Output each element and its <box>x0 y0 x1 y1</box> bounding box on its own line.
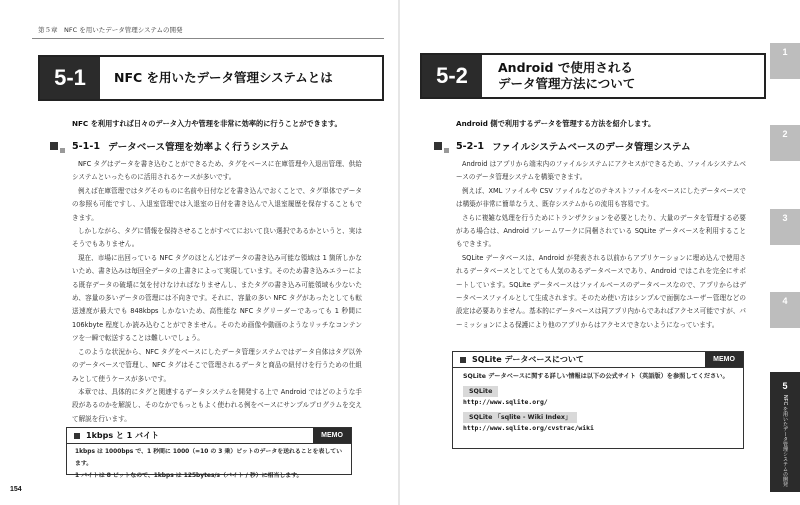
memo-link-label: SQLite <box>463 386 498 398</box>
memo-intro: SQLite データベースに関する詳しい情報は以下の公式サイト（英語版）を参照してください。 <box>463 373 729 380</box>
heading-square-icon <box>434 142 442 150</box>
subsection-heading <box>434 139 691 153</box>
paragraph: 例えば、XML ファイルや CSV ファイルなどのテキストファイルをベースにしたデータベースでは構築が非常に簡単なうえ、既存システムからの流用も容易です。 <box>456 186 746 209</box>
section-title: NFC を用いたデータ管理システムとは <box>114 70 333 86</box>
subsection-title: ファイルシステムベースのデータ管理システム <box>492 142 691 153</box>
running-head: 第５章 NFC を用いたデータ管理システムの開発 <box>38 26 183 34</box>
paragraph: 例えば在庫管理ではタグそのものに名前や日付などを書き込んでおくことで、タグ単体でデータの参照も可能ですし、入退室管理では入退室の日付を書き込んで入退室履歴を保存することもできます。 <box>72 186 362 222</box>
subsection-number: 5-1-1 <box>72 140 100 152</box>
chapter-tab-3[interactable]: 3 <box>770 209 800 245</box>
paragraph: 現在、市場に出回っている NFC タグのほとんどはデータの書き込み可能な領域は 1 箇所しかないため、書き込みは毎回全データの上書きによって実現しています。そのため書き込みエラーによる既存データの破壊に気を付けなければなりませんし、またタグの書き込み可能領域も少ないため、容量の多いデータの管理には不向きです。それに、容量の多い NFC タグがあったとしても転送速度が最大でも 848kbps しかないため、高性能な NFC タグリーダーであっても 1 秒間に 106kbyte 程度しか読み込むことができません。そのため画像や動画のようなリッチなコンテンツを一瞬で転送することは難しいでしょう。 <box>72 253 362 343</box>
section-title-line: データ管理方法について <box>498 76 636 91</box>
paragraph: さらに複雑な処理を行うためにトランザクションを必要としたり、大量のデータを管理する必要がある場合は、Android フレームワークに同梱されている SQLite データベースを利用することもできます。 <box>456 213 746 249</box>
chapter-tab-5-active[interactable] <box>770 372 800 492</box>
page-number: 154 <box>10 486 22 493</box>
chapter-tab-number: 5 <box>782 381 788 392</box>
subsection-number: 5-2-1 <box>456 140 484 152</box>
memo-url-link[interactable]: http://www.sqlite.org/ <box>463 398 548 406</box>
memo-url-link[interactable]: http://www.sqlite.org/cvstrac/wiki <box>463 424 594 432</box>
memo-box <box>66 427 352 479</box>
heading-square-small-icon <box>60 148 65 153</box>
memo-tag: MEMO <box>705 352 743 367</box>
chapter-tab-2[interactable]: 2 <box>770 125 800 161</box>
lead-text: NFC を利用すれば日々のデータ入力や管理を非常に効率的に行うことができます。 <box>72 119 342 128</box>
memo-line: 1 バイトは 8 ビットなので、1kbps は 125bytes/s（バイト / 秒）に相当します。 <box>75 473 303 479</box>
memo-title: SQLite データベースについて <box>472 355 584 364</box>
memo-header <box>453 352 743 368</box>
body-text <box>72 158 362 426</box>
heading-square-icon <box>50 142 58 150</box>
section-title-line: Android で使用される <box>498 60 633 76</box>
section-number: 5-1 <box>40 57 100 99</box>
memo-link-label: SQLite 「sqlite - Wiki Index」 <box>463 412 577 424</box>
memo-square-icon <box>74 433 80 439</box>
heading-square-small-icon <box>444 148 449 153</box>
section-title <box>498 55 635 97</box>
subsection-title: データベース管理を効率よく行うシステム <box>108 142 289 153</box>
body-text <box>456 158 746 332</box>
section-number: 5-2 <box>422 55 482 97</box>
memo-box <box>452 351 744 449</box>
chapter-tab-1[interactable]: 1 <box>770 43 800 79</box>
subsection-heading <box>50 139 289 153</box>
running-head-rule <box>32 38 384 39</box>
paragraph: このような状況から、NFC タグをベースにしたデータ管理システムではデータ自体はタグ以外のデータベースで管理し、NFC タグはそこで管理されるデータと商品の紐付けを行うための仕組みとして使うケースが多いです。 <box>72 347 362 383</box>
paragraph: しかしながら、タグに情報を保持させることがすべてにおいて良い選択であるかというと、実はそうでもありません。 <box>72 227 362 249</box>
section-header-5-2 <box>420 53 766 99</box>
memo-body <box>453 368 743 438</box>
lead-text: Android 側で利用するデータを管理する方法を紹介します。 <box>456 119 656 128</box>
memo-header <box>67 428 351 444</box>
paragraph: Android はアプリから端末内のファイルシステムにアクセスができるため、ファイルシステムベースのデータ管理システムを構築できます。 <box>456 160 746 182</box>
paragraph: 本章では、具体的にタグと関連するデータシステムを開発する上で Android ではどのような手段があるのかを解説し、そのなかでもっともよく使われる例をベースにサンプルプログラムを交えて解説を行います。 <box>72 387 362 423</box>
memo-line: 1kbps は 1000bps で、1 秒間に 1000（=10 の 3 乗）ビットのデータを送れることを表しています。 <box>75 449 343 467</box>
chapter-tab-caption: NFC を用いたデータ管理システムの開発 <box>782 395 788 487</box>
paragraph: NFC タグはデータを書き込むことができるため、タグをベースに在庫管理や入退出管理、供給システムといったものに活用されるケースが多いです。 <box>72 160 362 182</box>
right-page <box>400 0 800 505</box>
memo-body <box>67 444 351 484</box>
paragraph: SQLite データベースは、Android が発表される以前からアプリケーションに埋め込んで使用されるデータベースとしてとても人気のあるデータベースであり、Android ではこれを完全にサポートしています。SQLite データベースはファイルベースのデータベースなので、アプリからはデータベースファイルとして生成されます。そのため使い方はシンプルで面倒なユーザー管理などの設定は必要ありません。基本的にデータベースは同アプリ内からであればアクセス可能ですが、パーミッションによる保護により他のアプリからはアクセスできないようになっています。 <box>456 253 746 329</box>
memo-tag: MEMO <box>313 428 351 443</box>
section-header-5-1 <box>38 55 384 101</box>
left-page <box>0 0 399 505</box>
chapter-tab-4[interactable]: 4 <box>770 292 800 328</box>
memo-square-icon <box>460 357 466 363</box>
memo-title: 1kbps と 1 バイト <box>86 431 160 440</box>
